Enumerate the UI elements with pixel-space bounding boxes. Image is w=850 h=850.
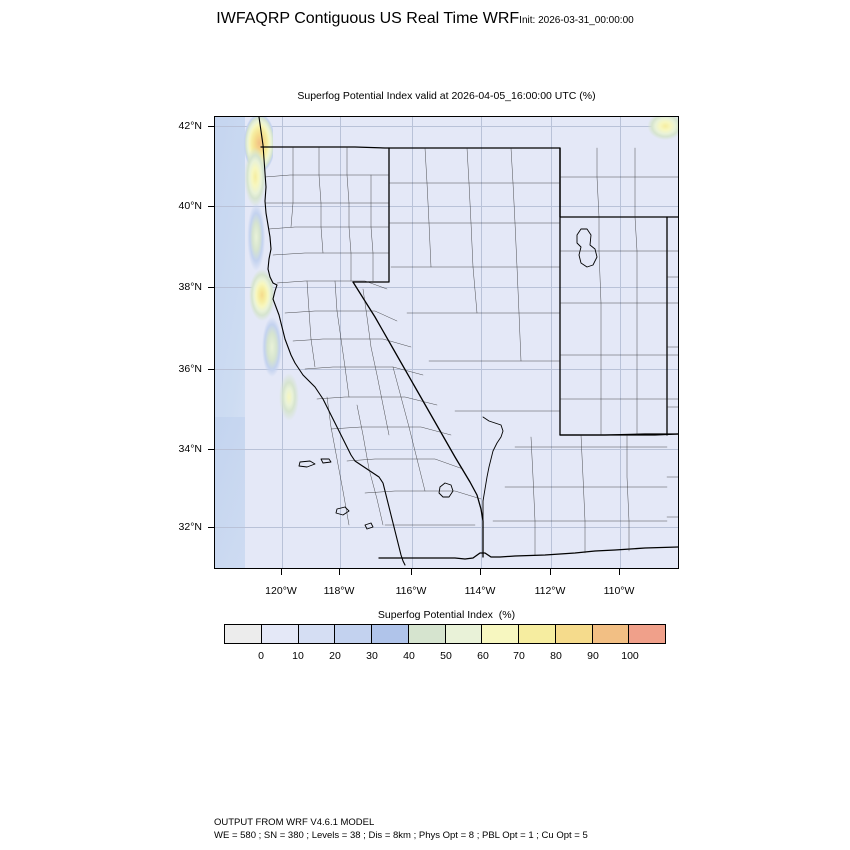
lake-great-salt — [577, 229, 597, 267]
colorbar-swatch — [593, 625, 630, 643]
x-axis-label-118w: 118°W — [323, 585, 355, 597]
colorbar-tick: 60 — [477, 650, 489, 662]
y-axis-label-36n: 36°N — [178, 363, 202, 375]
colorbar-swatch — [262, 625, 299, 643]
footer-line-2: WE = 580 ; SN = 380 ; Levels = 38 ; Dis = 8km ; Phys Opt = 8 ; PBL Opt = 1 ; Cu Opt = 5 — [214, 830, 588, 841]
x-axis-label-110w: 110°W — [603, 585, 635, 597]
colorbar-title: Superfog Potential Index (%) — [377, 609, 516, 621]
colorbar-swatch — [446, 625, 483, 643]
page-title-init: Init: 2026-03-31_00:00:00 — [519, 15, 634, 26]
colorbar-tick-labels — [224, 650, 666, 664]
colorbar-tick: 70 — [513, 650, 525, 662]
colorbar-swatch — [629, 625, 665, 643]
panel-title: Superfog Potential Index valid at 2026-04-05_16:00:00 UTC (%) — [297, 90, 596, 102]
colorbar-tick: 50 — [440, 650, 452, 662]
y-tick — [208, 449, 214, 450]
colorbar-swatch — [299, 625, 336, 643]
page-title — [0, 10, 850, 28]
y-axis-label-40n: 40°N — [178, 200, 202, 212]
y-tick — [208, 206, 214, 207]
colorbar-tick: 0 — [258, 650, 264, 662]
y-axis-label-42n: 42°N — [178, 120, 202, 132]
colorbar-swatch — [482, 625, 519, 643]
state-border-north — [389, 148, 678, 217]
x-axis-label-120w: 120°W — [265, 585, 297, 597]
border-mexico — [379, 547, 678, 559]
x-tick — [411, 569, 412, 575]
y-tick — [208, 527, 214, 528]
colorbar-tick: 10 — [292, 650, 304, 662]
x-tick — [480, 569, 481, 575]
colorbar-swatch — [372, 625, 409, 643]
footer-line-1: OUTPUT FROM WRF V4.6.1 MODEL — [214, 817, 375, 828]
page-title-main: IWFAQRP Contiguous US Real Time WRF — [216, 10, 520, 27]
footer-model-info — [214, 816, 588, 842]
x-tick — [281, 569, 282, 575]
island-channel-1 — [299, 461, 315, 467]
colorbar-label: Superfog Potential Index — [377, 609, 493, 621]
state-border-ca-nv — [261, 147, 389, 282]
y-tick — [208, 369, 214, 370]
colorbar-tick: 90 — [587, 650, 599, 662]
colorbar-swatch — [225, 625, 262, 643]
lake-salton-sea — [439, 483, 453, 497]
colorbar-tick: 80 — [550, 650, 562, 662]
x-tick — [550, 569, 551, 575]
x-axis-label-116w: 116°W — [395, 585, 427, 597]
coastline-california — [259, 117, 405, 565]
x-tick — [339, 569, 340, 575]
state-border-ca-nv-diagonal — [353, 282, 483, 557]
colorbar-swatch — [335, 625, 372, 643]
colorbar-units: % — [502, 609, 512, 621]
map-boundaries-overlay — [215, 117, 678, 568]
x-tick — [619, 569, 620, 575]
island-channel-4 — [365, 523, 373, 529]
y-axis-label-38n: 38°N — [178, 281, 202, 293]
island-channel-2 — [321, 459, 331, 463]
river-colorado — [483, 417, 503, 555]
colorbar-swatch — [409, 625, 446, 643]
x-axis-label-112w: 112°W — [534, 585, 566, 597]
colorbar-tick: 40 — [403, 650, 415, 662]
x-axis-label-114w: 114°W — [464, 585, 496, 597]
y-axis-label-34n: 34°N — [178, 443, 202, 455]
colorbar-tick: 100 — [621, 650, 639, 662]
colorbar[interactable] — [224, 624, 666, 644]
state-border-nv-ut — [560, 148, 678, 435]
colorbar-swatch — [519, 625, 556, 643]
colorbar-tick: 20 — [329, 650, 341, 662]
y-tick — [208, 287, 214, 288]
y-axis-label-32n: 32°N — [178, 521, 202, 533]
map-plot-area[interactable] — [214, 116, 679, 569]
colorbar-swatch — [556, 625, 593, 643]
y-tick — [208, 126, 214, 127]
colorbar-tick: 30 — [366, 650, 378, 662]
